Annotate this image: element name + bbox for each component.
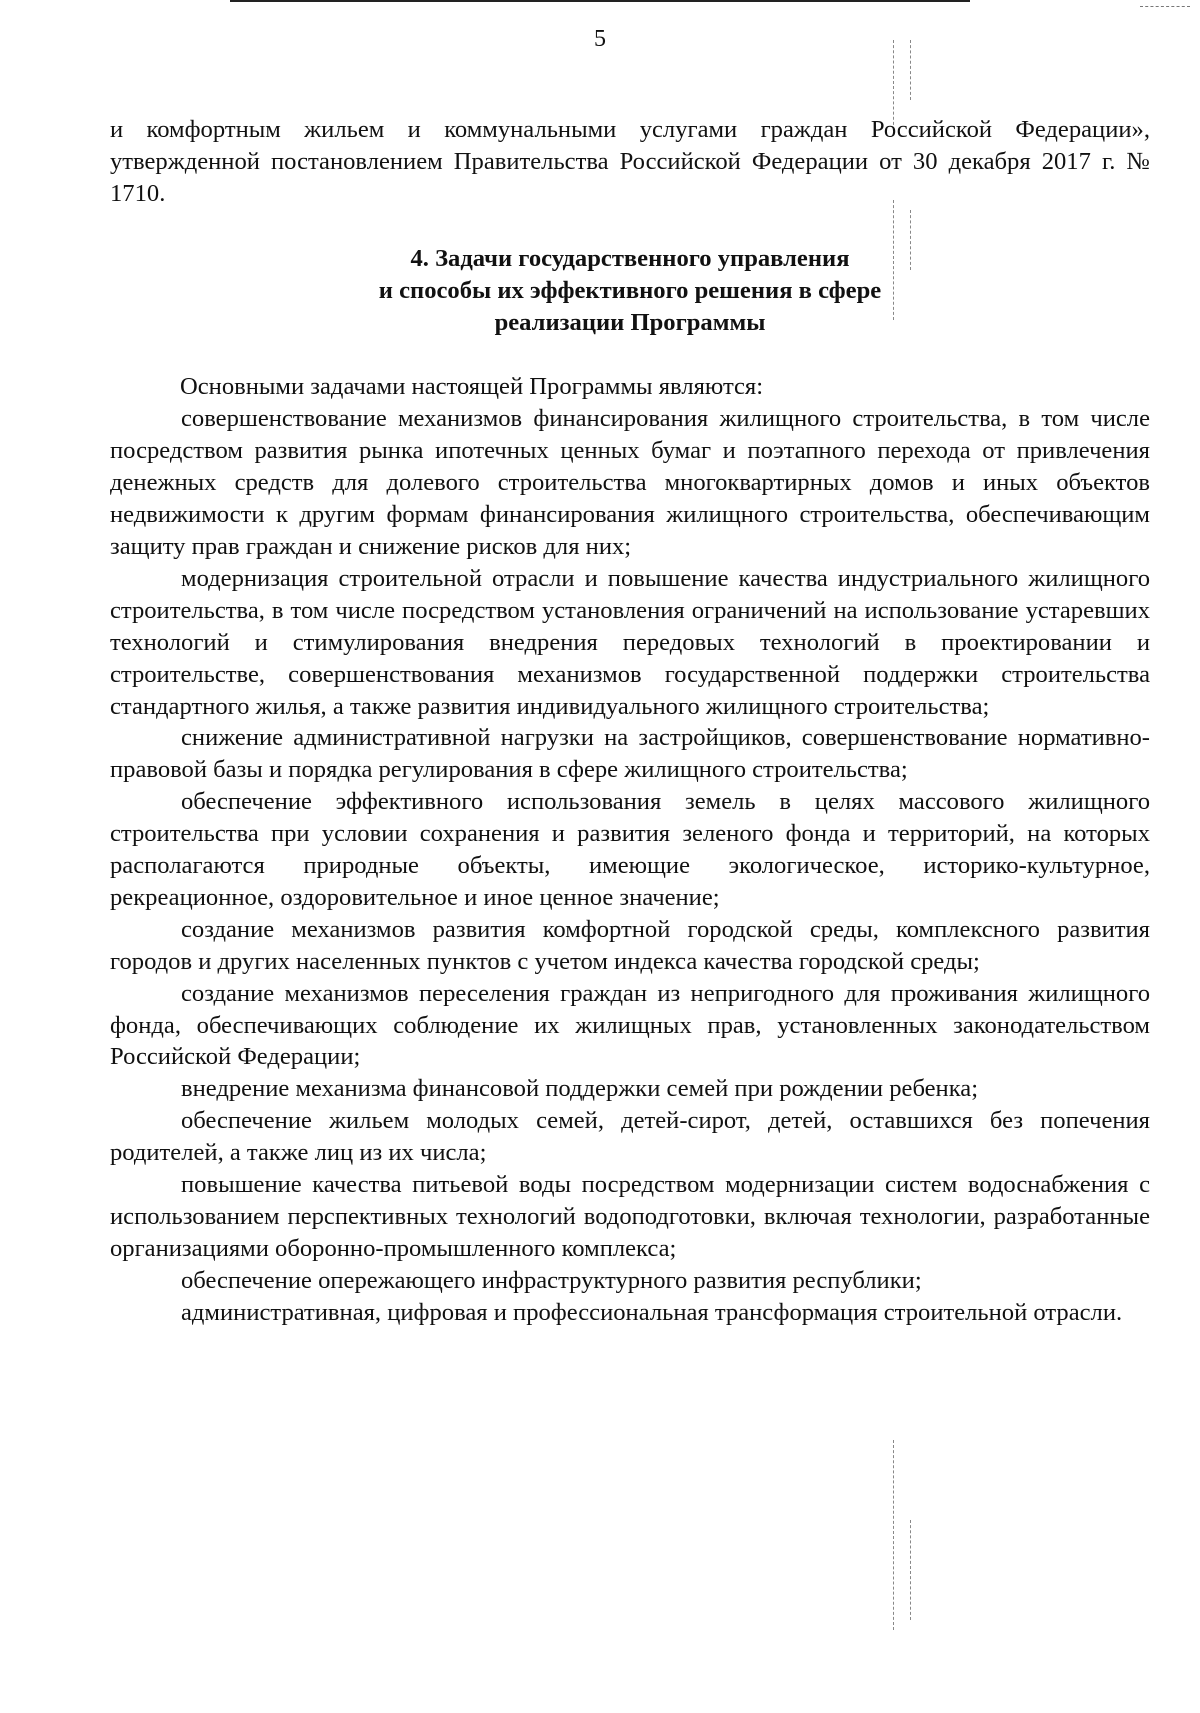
task-item: совершенствование механизмов финансирования жилищного строительства, в том числе посредством развития рынка ипотечных ценных бумаг и поэтапного перехода от привлечения денежных средств для долевого строительства многоквартирных домов и иных объектов недвижимости к другим формам финансирования жилищного строительства, обеспечивающим защиту прав граждан и снижение рисков для них; — [110, 405, 1150, 560]
task-item: создание механизмов развития комфортной городской среды, комплексного развития городов и других населенных пунктов с учетом индекса качества городской среды; — [110, 915, 1150, 975]
scan-edge-mark — [1140, 6, 1190, 8]
scan-edge-line — [230, 0, 970, 2]
task-item: внедрение механизма финансовой поддержки семей при рождении ребенка; — [181, 1075, 979, 1103]
task-item: снижение административной нагрузки на застройщиков, совершенствование нормативно-правовой базы и порядка регулирования в сфере жилищного строительства; — [110, 724, 1150, 784]
document-body — [110, 114, 1150, 1329]
lead-paragraph: Основными задачами настоящей Программы являются: — [180, 373, 764, 401]
section-heading-line: 4. Задачи государственного управления — [410, 244, 850, 272]
scan-fold-mark — [910, 1520, 911, 1620]
task-item: обеспечение опережающего инфраструктурного развития республики; — [181, 1266, 922, 1294]
task-item: модернизация строительной отрасли и повышение качества индустриального жилищного строительства, в том числе посредством установления ограничений на использование устаревших технологий и стимулирования внедрения передовых технологий в проектировании и строительстве, совершенствования механизмов государственной поддержки строительства стандартного жилья, а также развития индивидуального жилищного строительства; — [110, 564, 1150, 720]
task-item: обеспечение жильем молодых семей, детей-сирот, детей, оставшихся без попечения родителей, а также лиц из их числа; — [110, 1107, 1150, 1167]
task-item: создание механизмов переселения граждан из непригодного для проживания жилищного фонда, обеспечивающих соблюдение их жилищных прав, установленных законодательством Российской Федерации; — [110, 979, 1150, 1071]
section-heading-line: реализации Программы — [494, 308, 766, 336]
task-item: повышение качества питьевой воды посредством модернизации систем водоснабжения с использованием перспективных технологий водоподготовки, включая технологии, разработанные организациями оборонно-промышленного комплекса; — [110, 1171, 1150, 1262]
task-item: обеспечение эффективного использования земель в целях массового жилищного строительства при условии сохранения и развития зеленого фонда и территорий, на которых располагаются природные объекты, имеющие экологическое, историко-культурное, рекреационное, оздоровительное и иное ценное значение; — [110, 788, 1150, 911]
scan-fold-mark — [893, 1440, 894, 1630]
section-heading-line: и способы их эффективного решения в сфере — [378, 276, 882, 304]
task-item: административная, цифровая и профессиональная трансформация строительной отрасли. — [181, 1298, 1123, 1326]
section-heading — [110, 243, 1150, 339]
intro-paragraph: и комфортным жильем и коммунальными услугами граждан Российской Федерации», утвержденной постановлением Правительства Российской Федерации от 30 декабря 2017 г. № 1710. — [110, 116, 1150, 207]
page-number: 5 — [594, 26, 606, 52]
